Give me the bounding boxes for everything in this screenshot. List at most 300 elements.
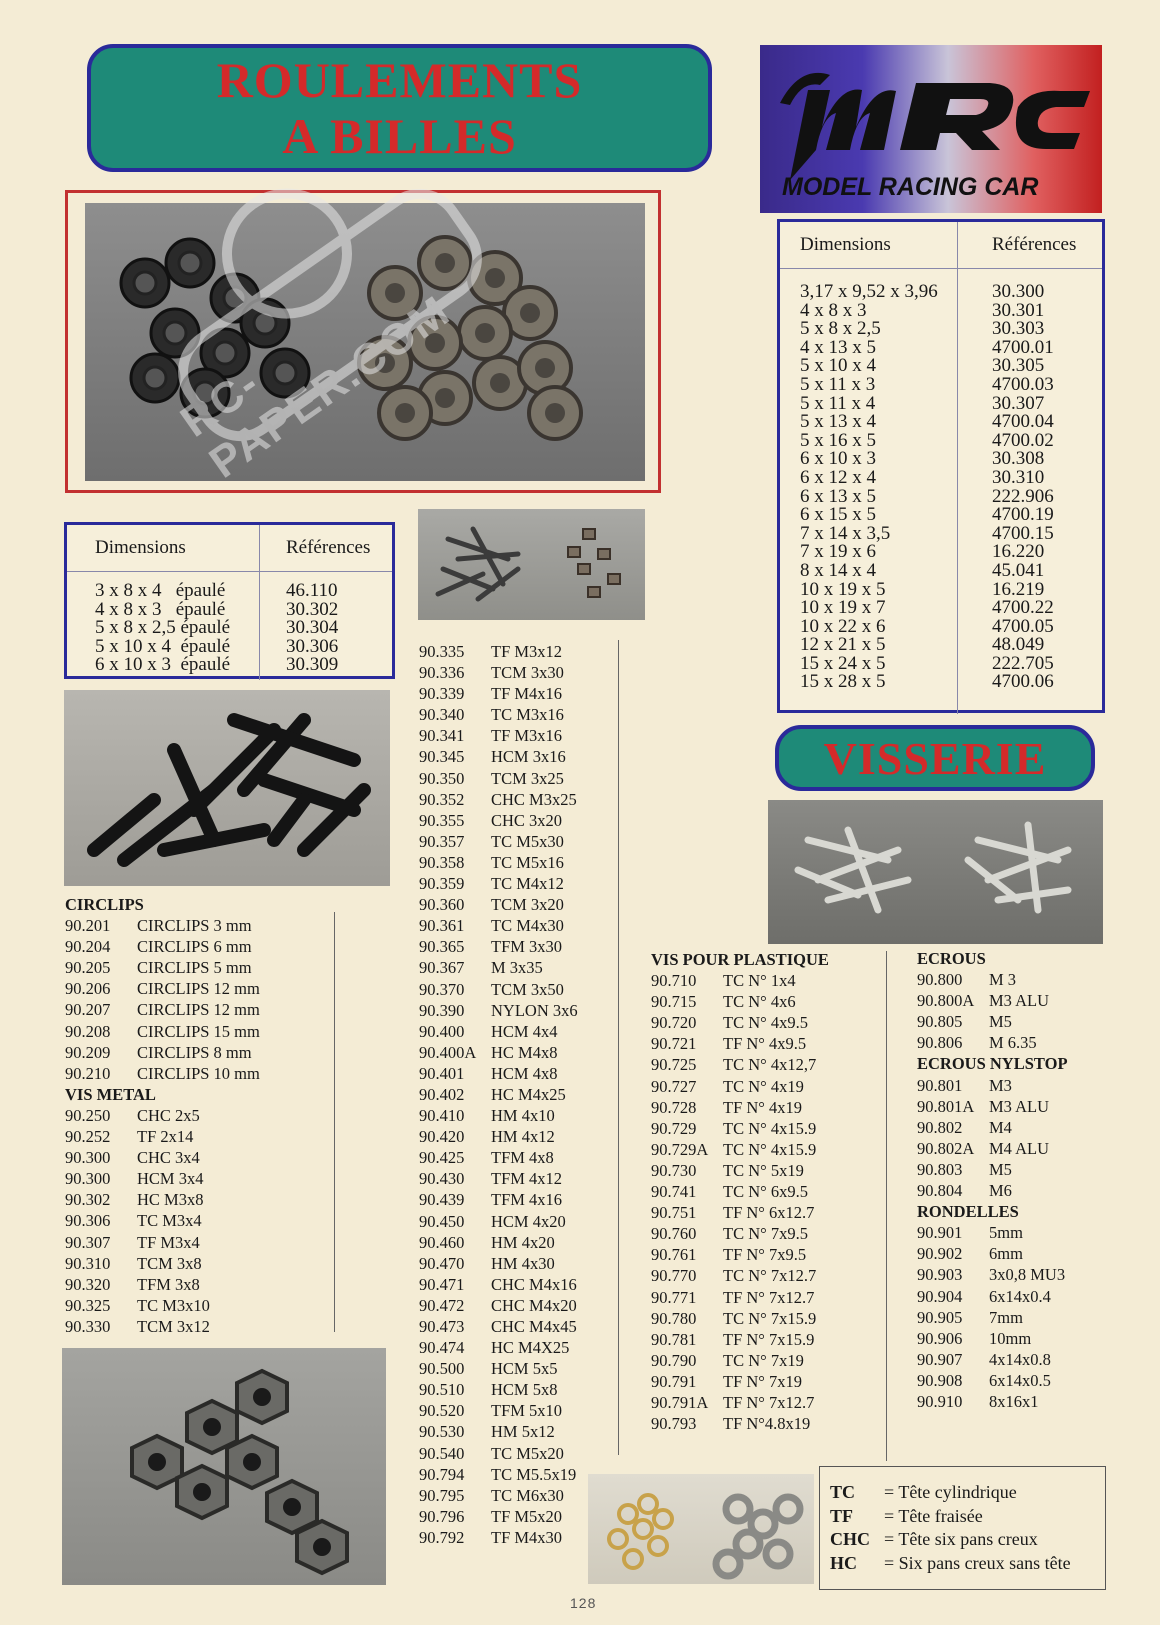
ecrou-row (917, 1011, 1117, 1032)
vis-plastique-code: 90.720 (651, 1013, 697, 1033)
screw-code: 90.400A (419, 1042, 477, 1062)
vis-metal-code: 90.325 (65, 1295, 111, 1315)
abbreviation-legend (819, 1466, 1106, 1590)
vis-plastique-desc: TF N° 7x12.7 (723, 1287, 815, 1307)
screw-desc: TF M4x16 (491, 684, 563, 704)
vis-metal-row (65, 1253, 335, 1274)
bearing-large-dim: 3,17 x 9,52 x 3,96 (800, 281, 938, 302)
screws-banner (775, 725, 1095, 791)
screw-desc: HM 4x10 (491, 1106, 555, 1126)
screw-code: 90.341 (419, 726, 465, 746)
vis-metal-desc: HC M3x8 (137, 1190, 204, 1210)
vis-plastique-code: 90.793 (651, 1414, 697, 1434)
screw-desc: HCM 4x20 (491, 1211, 566, 1231)
vis-plastique-row (651, 1054, 881, 1075)
col2-rows (419, 641, 619, 1548)
bearing-large-dim: 5 x 11 x 3 (800, 373, 876, 395)
rondelle-desc: 8x16x1 (989, 1391, 1039, 1411)
screw-row (419, 1211, 619, 1232)
screw-desc: CHC M4x16 (491, 1274, 577, 1294)
vis-plastique-code: 90.791 (651, 1371, 697, 1391)
circlips-desc: CIRCLIPS 12 mm (137, 1000, 260, 1020)
screw-row (419, 957, 619, 978)
rondelle-desc: 10mm (989, 1328, 1032, 1348)
vis-plastique-desc: TC N° 4x19 (723, 1076, 804, 1096)
screw-code: 90.402 (419, 1084, 465, 1104)
legend-row (830, 1505, 1095, 1529)
circlips-row (65, 915, 335, 936)
screw-row (419, 894, 619, 915)
bearing-small-dim: 5 x 8 x 2,5 épaulé (95, 617, 231, 639)
screw-code: 90.339 (419, 684, 465, 704)
watermark-stamp (150, 150, 510, 488)
screw-code: 90.401 (419, 1063, 465, 1083)
bearings-large-header-dim: Dimensions (780, 222, 958, 268)
vis-plastique-row (651, 1287, 881, 1308)
vis-metal-desc: TF 2x14 (137, 1127, 194, 1147)
black-screws-photo (64, 690, 390, 886)
vis-plastique-desc: TF N° 7x9.5 (723, 1245, 807, 1265)
vis-metal-desc: HCM 3x4 (137, 1169, 204, 1189)
screw-desc: TFM 4x8 (491, 1148, 554, 1168)
vis-metal-code: 90.307 (65, 1232, 111, 1252)
screw-code: 90.796 (419, 1506, 465, 1526)
vis-plastique-code: 90.790 (651, 1350, 697, 1370)
circlips-desc: CIRCLIPS 15 mm (137, 1021, 260, 1041)
screw-row (419, 768, 619, 789)
ecrou-desc: M3 ALU (989, 991, 1050, 1011)
screw-row (419, 1464, 619, 1485)
circlips-code: 90.207 (65, 1000, 111, 1020)
silver-screws-photo (768, 800, 1103, 944)
bearing-large-ref: 30.310 (992, 466, 1045, 488)
screw-row (419, 1021, 619, 1042)
bearing-large-ref: 4700.22 (992, 597, 1054, 619)
screw-desc: TC M5x16 (491, 852, 564, 872)
bearing-large-dim: 4 x 8 x 3 (800, 299, 867, 321)
nylstop-code: 90.804 (917, 1181, 963, 1201)
screw-desc: HC M4x8 (491, 1042, 558, 1062)
nylstop-desc: M5 (989, 1159, 1012, 1179)
rondelle-code: 90.904 (917, 1286, 963, 1306)
vis-plastique-desc: TF N° 4x9.5 (723, 1034, 807, 1054)
screw-code: 90.794 (419, 1464, 465, 1484)
bearing-small-ref: 30.306 (286, 635, 339, 657)
screw-code: 90.430 (419, 1169, 465, 1189)
ecrou-row (917, 969, 1117, 990)
vis-plastique-code: 90.730 (651, 1160, 697, 1180)
circlips-desc: CIRCLIPS 10 mm (137, 1063, 260, 1083)
screw-row (419, 979, 619, 1000)
screw-code: 90.361 (419, 916, 465, 936)
vis-plastique-desc: TC N° 4x9.5 (723, 1013, 808, 1033)
bearing-large-dim: 7 x 14 x 3,5 (800, 522, 891, 544)
vis-plastique-row (651, 1160, 881, 1181)
vis-metal-row (65, 1147, 335, 1168)
bearing-large-dim: 5 x 10 x 4 (800, 355, 876, 377)
vis-plastique-desc: TC N° 1x4 (723, 971, 796, 991)
vis-plastique-desc: TC N° 4x15.9 (723, 1118, 817, 1138)
rondelle-row (917, 1264, 1117, 1285)
screw-code: 90.365 (419, 937, 465, 957)
vis-plastique-desc: TF N° 6x12.7 (723, 1203, 815, 1223)
bearing-small-ref: 30.304 (286, 617, 339, 639)
circlips-row (65, 957, 335, 978)
screw-row (419, 1527, 619, 1548)
bearing-large-dim: 4 x 13 x 5 (800, 336, 876, 358)
vis-plastique-desc: TC N° 4x15.9 (723, 1139, 817, 1159)
vis-metal-code: 90.300 (65, 1169, 111, 1189)
screw-row (419, 1189, 619, 1210)
vis-metal-row (65, 1126, 335, 1147)
rondelle-desc: 4x14x0.8 (989, 1349, 1051, 1369)
vis-plastique-desc: TC N° 7x15.9 (723, 1308, 817, 1328)
screw-code: 90.345 (419, 747, 465, 767)
screw-row (419, 1485, 619, 1506)
bearing-large-ref: 222.705 (992, 652, 1054, 674)
bearing-large-dim: 8 x 14 x 4 (800, 559, 876, 581)
ecrou-row (917, 1032, 1117, 1053)
screw-desc: HCM 4x4 (491, 1021, 558, 1041)
legend-row (830, 1528, 1095, 1552)
vis-plastique-code: 90.760 (651, 1224, 697, 1244)
screw-desc: NYLON 3x6 (491, 1000, 578, 1020)
bearing-large-ref: 45.041 (992, 559, 1045, 581)
rondelle-desc: 6x14x0.4 (989, 1286, 1051, 1306)
bearing-large-ref: 4700.05 (992, 615, 1054, 637)
screw-desc: TF M4x30 (491, 1527, 563, 1547)
legend-text: = Six pans creux sans tête (884, 1552, 1071, 1573)
vis-plastique-code: 90.729 (651, 1118, 697, 1138)
bearings-large-ref-column (958, 269, 1054, 714)
vis-metal-desc: CHC 3x4 (137, 1148, 200, 1168)
screw-row (419, 746, 619, 767)
screw-code: 90.367 (419, 958, 465, 978)
bearing-large-ref: 4700.19 (992, 504, 1054, 526)
mrc-logo (760, 45, 1102, 213)
vis-plastique-desc: TC N° 4x6 (723, 992, 796, 1012)
screw-desc: CHC 3x20 (491, 810, 563, 830)
circlips-row (65, 978, 335, 999)
screw-desc: TCM 3x50 (491, 979, 564, 999)
col1-list (65, 894, 335, 1337)
vis-plastique-desc: TF N° 7x19 (723, 1371, 803, 1391)
vis-metal-row (65, 1189, 335, 1210)
screw-row (419, 1063, 619, 1084)
bearings-small-dim-column (67, 572, 260, 680)
screw-row (419, 831, 619, 852)
ecrou-desc: M 6.35 (989, 1033, 1037, 1053)
rondelle-row (917, 1328, 1117, 1349)
ecrou-code: 90.800A (917, 991, 975, 1011)
nuts-photo (62, 1348, 386, 1585)
screw-desc: TCM 3x30 (491, 663, 564, 683)
screw-desc: HM 5x12 (491, 1422, 555, 1442)
screw-code: 90.360 (419, 895, 465, 915)
vis-metal-row (65, 1210, 335, 1231)
screws-photo-small (418, 509, 645, 620)
ecrou-code: 90.800 (917, 970, 963, 990)
vis-plastique-row (651, 1139, 881, 1160)
bearing-large-ref: 30.308 (992, 448, 1045, 470)
legend-abbr: CHC (830, 1529, 870, 1549)
col2-list (419, 641, 619, 1548)
vis-metal-title: VIS METAL (65, 1084, 156, 1104)
bearing-large-ref: 16.220 (992, 541, 1045, 563)
screw-desc: TF M3x12 (491, 642, 563, 661)
circlips-desc: CIRCLIPS 12 mm (137, 979, 260, 999)
rondelle-row (917, 1222, 1117, 1243)
bearing-large-ref: 30.300 (992, 281, 1045, 302)
screw-desc: TC M5.5x19 (491, 1464, 577, 1484)
bearing-large-dim: 6 x 12 x 4 (800, 466, 876, 488)
bearings-large-dim-column (780, 269, 958, 714)
screw-row (419, 852, 619, 873)
screw-row (419, 1379, 619, 1400)
vis-metal-code: 90.320 (65, 1274, 111, 1294)
screw-desc: HM 4x20 (491, 1232, 555, 1252)
vis-plastique-code: 90.710 (651, 971, 697, 991)
screw-code: 90.540 (419, 1443, 465, 1463)
ecrous-title: ECROUS (917, 949, 986, 968)
vis-plastique-row (651, 1265, 881, 1286)
vis-metal-code: 90.300 (65, 1148, 111, 1168)
bearing-large-ref: 4700.02 (992, 429, 1054, 451)
screw-desc: M 3x35 (491, 958, 543, 978)
circlips-code: 90.208 (65, 1021, 111, 1041)
rondelle-desc: 3x0,8 MU3 (989, 1265, 1066, 1285)
vis-plastique-code: 90.727 (651, 1076, 697, 1096)
screw-row (419, 1274, 619, 1295)
screw-code: 90.795 (419, 1485, 465, 1505)
rondelle-desc: 5mm (989, 1223, 1023, 1243)
circlips-row (65, 1042, 335, 1063)
screw-row (419, 1105, 619, 1126)
bearing-large-dim: 5 x 11 x 4 (800, 392, 876, 414)
vis-plastique-row (651, 1392, 881, 1413)
screw-row (419, 1000, 619, 1021)
vis-metal-desc: TC M3x4 (137, 1211, 202, 1231)
screw-code: 90.355 (419, 810, 465, 830)
screw-desc: TCM 3x20 (491, 895, 564, 915)
bearing-large-ref: 4700.06 (992, 671, 1054, 693)
nylstop-row (917, 1075, 1117, 1096)
bearing-small-ref: 30.309 (286, 654, 339, 676)
mrc-logo-tagline: MODEL RACING CAR (782, 173, 1039, 201)
bearing-large-dim: 12 x 21 x 5 (800, 634, 886, 656)
vis-plastique-row (651, 1012, 881, 1033)
legend-text: = Tête cylindrique (884, 1482, 1017, 1502)
rondelles-title: RONDELLES (917, 1202, 1019, 1222)
screw-desc: HM 4x30 (491, 1253, 555, 1273)
screw-desc: CHC M3x25 (491, 789, 577, 809)
vis-plastique-code: 90.721 (651, 1034, 697, 1054)
vis-plastique-title: VIS POUR PLASTIQUE (651, 950, 829, 969)
vis-metal-row (65, 1274, 335, 1295)
circlips-desc: CIRCLIPS 8 mm (137, 1042, 252, 1062)
vis-plastique-desc: TF N°4.8x19 (723, 1414, 811, 1434)
nylstop-desc: M6 (989, 1181, 1012, 1201)
screw-row (419, 641, 619, 662)
screw-row (419, 936, 619, 957)
rondelle-code: 90.910 (917, 1391, 963, 1411)
vis-metal-row (65, 1295, 335, 1316)
ecrou-desc: M 3 (989, 970, 1017, 990)
circlips-desc: CIRCLIPS 5 mm (137, 958, 252, 978)
nylstop-code: 90.803 (917, 1159, 963, 1179)
vis-plastique-code: 90.770 (651, 1266, 697, 1286)
circlips-row (65, 1021, 335, 1042)
vis-plastique-desc: TC N° 7x9.5 (723, 1224, 808, 1244)
screw-code: 90.470 (419, 1253, 465, 1273)
screw-desc: TF M5x20 (491, 1506, 563, 1526)
ecrous-list (917, 969, 1117, 1053)
screw-desc: HM 4x12 (491, 1127, 555, 1147)
bearing-large-ref: 222.906 (992, 485, 1054, 507)
rondelle-row (917, 1349, 1117, 1370)
screw-code: 90.474 (419, 1338, 465, 1358)
vis-plastique-row (651, 1181, 881, 1202)
rondelle-desc: 7mm (989, 1307, 1023, 1327)
bearing-large-ref: 4700.03 (992, 373, 1054, 395)
vis-metal-desc: TCM 3x8 (137, 1253, 202, 1273)
nylstop-desc: M4 ALU (989, 1138, 1050, 1158)
vis-plastique-list (651, 970, 881, 1434)
screw-desc: HCM 4x8 (491, 1063, 558, 1083)
bearing-large-dim: 7 x 19 x 6 (800, 541, 876, 563)
legend-text: = Tête fraisée (884, 1505, 983, 1526)
vis-metal-desc: TCM 3x12 (137, 1316, 210, 1336)
vis-plastique-desc: TC N° 4x12,7 (723, 1055, 817, 1075)
nylstop-row (917, 1138, 1117, 1159)
screw-code: 90.336 (419, 663, 465, 683)
vis-plastique-row (651, 1202, 881, 1223)
vis-metal-code: 90.302 (65, 1190, 111, 1210)
screw-code: 90.472 (419, 1295, 465, 1315)
screw-row (419, 915, 619, 936)
ecrou-row (917, 990, 1117, 1011)
rondelle-code: 90.901 (917, 1223, 963, 1243)
bearings-large-table (777, 219, 1105, 713)
vis-plastique-row (651, 1413, 881, 1434)
vis-plastique-code: 90.741 (651, 1182, 697, 1202)
screw-row (419, 1084, 619, 1105)
watermark-text: RC-PAPER.COM (172, 286, 460, 488)
rondelle-row (917, 1286, 1117, 1307)
bearing-large-dim: 10 x 19 x 5 (800, 578, 886, 600)
vis-metal-code: 90.252 (65, 1127, 111, 1147)
circlips-code: 90.205 (65, 958, 111, 978)
screw-code: 90.340 (419, 705, 465, 725)
vis-plastique-desc: TC N° 6x9.5 (723, 1182, 808, 1202)
screw-row (419, 1168, 619, 1189)
circlips-code: 90.206 (65, 979, 111, 999)
rondelle-code: 90.903 (917, 1265, 963, 1285)
circlips-code: 90.201 (65, 916, 111, 936)
legend-row (830, 1481, 1095, 1505)
bearing-large-dim: 6 x 10 x 3 (800, 448, 876, 470)
bearing-small-dim: 3 x 8 x 4 épaulé (95, 580, 226, 601)
rondelle-code: 90.907 (917, 1349, 963, 1369)
rondelle-row (917, 1370, 1117, 1391)
nylstop-code: 90.801A (917, 1096, 975, 1116)
vis-plastique-code: 90.751 (651, 1203, 697, 1223)
screw-code: 90.410 (419, 1106, 465, 1126)
circlips-code: 90.210 (65, 1063, 111, 1083)
col3-list (651, 949, 881, 1434)
vis-metal-code: 90.310 (65, 1253, 111, 1273)
bearings-large-header-ref: Références (992, 234, 1077, 255)
screw-desc: TFM 4x12 (491, 1169, 563, 1189)
vis-plastique-code: 90.771 (651, 1287, 697, 1307)
bearing-large-ref: 30.307 (992, 392, 1045, 414)
vis-plastique-code: 90.781 (651, 1329, 697, 1349)
nylstop-title: ECROUS NYLSTOP (917, 1054, 1068, 1074)
screw-row (419, 1400, 619, 1421)
screw-desc: TFM 3x30 (491, 937, 563, 957)
circlips-desc: CIRCLIPS 6 mm (137, 937, 252, 957)
screw-code: 90.530 (419, 1422, 465, 1442)
bearing-large-dim: 10 x 22 x 6 (800, 615, 886, 637)
screw-code: 90.520 (419, 1401, 465, 1421)
screw-row (419, 704, 619, 725)
col3-divider (886, 951, 887, 1461)
vis-plastique-row (651, 1223, 881, 1244)
screw-desc: TC M4x12 (491, 874, 564, 894)
nylstop-desc: M3 (989, 1075, 1012, 1095)
screw-row (419, 1337, 619, 1358)
vis-metal-code: 90.250 (65, 1105, 111, 1125)
screw-code: 90.450 (419, 1211, 465, 1231)
bearing-large-ref: 48.049 (992, 634, 1045, 656)
screw-code: 90.420 (419, 1127, 465, 1147)
screw-row (419, 1253, 619, 1274)
vis-plastique-code: 90.791A (651, 1392, 709, 1412)
screw-row (419, 662, 619, 683)
screw-code: 90.357 (419, 831, 465, 851)
vis-plastique-row (651, 1371, 881, 1392)
bearing-large-ref: 4700.01 (992, 336, 1054, 358)
screw-code: 90.359 (419, 874, 465, 894)
screw-desc: TFM 4x16 (491, 1190, 563, 1210)
screw-desc: HCM 5x8 (491, 1380, 558, 1400)
ecrou-desc: M5 (989, 1012, 1012, 1032)
bearing-large-dim: 5 x 13 x 4 (800, 411, 876, 433)
circlips-row (65, 936, 335, 957)
screw-code: 90.439 (419, 1190, 465, 1210)
screw-row (419, 1232, 619, 1253)
vis-plastique-row (651, 1244, 881, 1265)
bearing-small-dim: 6 x 10 x 3 épaulé (95, 654, 231, 676)
legend-row (830, 1552, 1095, 1576)
screw-desc: CHC M4x45 (491, 1317, 577, 1336)
nylstop-row (917, 1096, 1117, 1117)
vis-metal-code: 90.306 (65, 1211, 111, 1231)
vis-metal-code: 90.330 (65, 1316, 111, 1336)
vis-plastique-row (651, 1308, 881, 1329)
screw-row (419, 683, 619, 704)
vis-plastique-desc: TF N° 4x19 (723, 1097, 803, 1117)
screw-desc: HC M4X25 (491, 1338, 570, 1358)
screw-code: 90.471 (419, 1274, 465, 1294)
col4-list (917, 948, 1117, 1412)
screw-desc: TCM 3x25 (491, 768, 564, 788)
rondelles-list (917, 1222, 1117, 1412)
screw-code: 90.473 (419, 1317, 465, 1336)
screw-code: 90.390 (419, 1000, 465, 1020)
screw-row (419, 1443, 619, 1464)
screw-desc: HC M4x25 (491, 1084, 566, 1104)
